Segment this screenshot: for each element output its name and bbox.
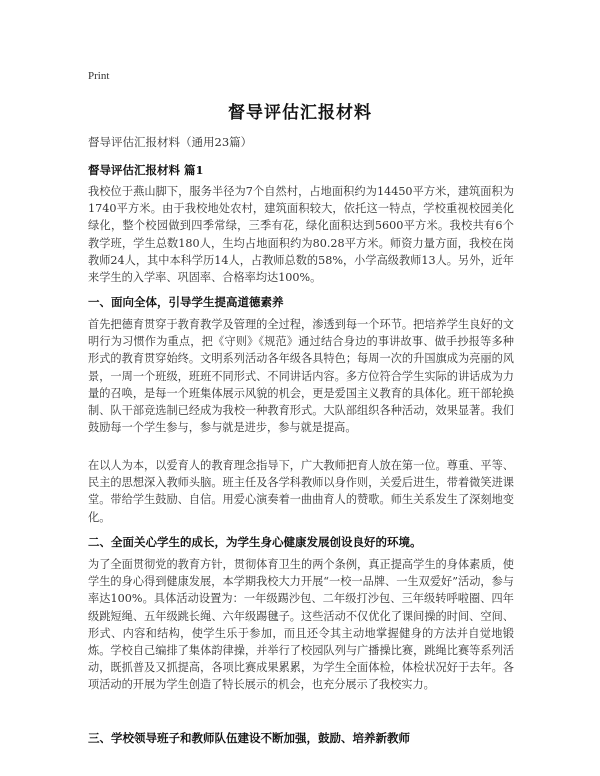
print-link[interactable]: Print <box>88 70 110 82</box>
paragraph-student-health: 为了全面贯彻党的教育方针，贯彻体育卫生的两个条例，真正提高学生的身体素质，使学生的身心得到健康发展，本学期我校大力开展“一校一品牌、一生双爱好”活动，参与率达100%。具体活动设置为：一年级踢沙包、二年级打沙包、三年级转呼啦圈、四年级跳短绳、五年级跳长绳、六年级踢毽子。这些活动不仅优化了课间操的时间、空间、形式、内容和结构，使学生乐于参加，而且还令其主动地掌握健身的方法并自觉地锻炼。学校自己编排了集体韵律操，并举行了校园队列与广播操比赛，跳绳比赛等系列活动，既抓普及又抓提高，各项比赛成果累累，为学生全面体检，体检状况好于去年。各项活动的开展为学生创造了特长展示的机会，也充分展示了我校实力。 <box>88 558 514 692</box>
paragraph-teacher-care: 在以人为本，以爱育人的教育理念指导下，广大教师把育人放在第一位。尊重、平等、民主的思想深入教师头脑。班主任及各学科教师以身作则，关爱后进生，带着微笑进课堂。带给学生鼓励、自信。用爱心演奏着一曲曲育人的赞歌。师生关系发生了深刻地变化。 <box>88 459 514 524</box>
intro-paragraph: 我校位于燕山脚下，服务半径为7个自然村，占地面积约为14450平方米，建筑面积为1740平方米。由于我校地处农村，建筑面积较大，依托这一特点，学校重视校园美化绿化，整个校园做到四季常绿，三季有花，绿化面积达到5600平方米。我校共有6个教学班，学生总数180人，生均占地面积约为80.28平方米。师资力量方面，我校在岗教师24人，其中本科学历14人，占教师总数的58%，小学高级教师13人。另外，近年来学生的入学率、巩固率、合格率均达100%。 <box>88 185 514 285</box>
document-subtitle: 督导评估汇报材料（通用23篇） <box>88 135 253 149</box>
page-title: 督导评估汇报材料 <box>228 103 372 123</box>
heading-leadership: 三、学校领导班子和教师队伍建设不断加强，鼓励、培养新教师 <box>88 731 410 745</box>
heading-student-health: 二、全面关心学生的成长，为学生身心健康发展创设良好的环境。 <box>88 535 422 549</box>
paragraph-moral-education: 首先把德育贯穿于教育教学及管理的全过程，渗透到每一个环节。把培养学生良好的文明行为习惯作为重点，把《守则》《规范》通过结合身边的事讲故事、做手抄报等多种形式的教育贯穿始终。文明系列活动各年级各具特色；每周一次的升国旗成为亮丽的风景，一周一个班级，班班不同形式、不同讲话内容。多方位符合学生实际的讲话成为力量的召唤，是每一个班集体展示风貌的机会，更是爱国主义教育的具体化。班干部轮换制、队干部竞选制已经成为我校一种教育形式。大队部组织各种活动，效果显著。我们鼓励每一个学生参与，参与就是进步，参与就是提高。 <box>88 318 514 435</box>
section-heading: 督导评估汇报材料 篇1 <box>88 163 204 177</box>
heading-moral-education: 一、面向全体，引导学生提高道德素养 <box>88 295 284 309</box>
